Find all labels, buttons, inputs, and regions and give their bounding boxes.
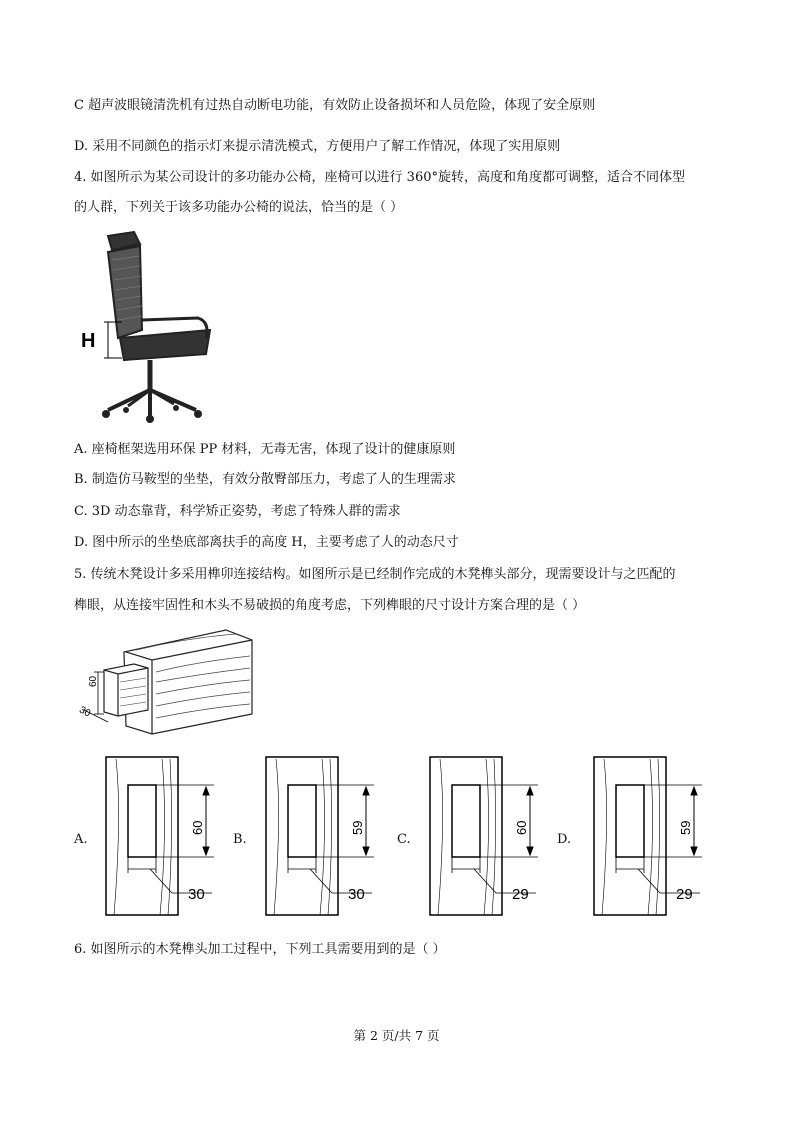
option-c-width: 29 xyxy=(512,886,529,903)
option-d-height: 59 xyxy=(678,820,693,835)
option-a-width: 30 xyxy=(188,886,205,903)
mortise-option-a xyxy=(100,755,220,920)
option-a-height: 60 xyxy=(190,820,205,835)
question-4-option-a: A. 座椅框架选用环保 PP 材料，无毒无害，体现了设计的健康原则 xyxy=(74,442,456,457)
option-d-width: 29 xyxy=(676,886,693,903)
option-b-label: B. xyxy=(233,832,247,847)
tenon-height-label: 60 xyxy=(88,675,99,687)
option-b-height: 59 xyxy=(350,820,365,835)
mortise-option-d xyxy=(588,755,708,920)
option-c-text-q3: C 超声波眼镜清洗机有过热自动断电功能，有效防止设备损坏和人员危险，体现了安全原则 xyxy=(74,98,596,113)
option-c-height: 60 xyxy=(514,820,529,835)
question-4-stem-line2: 的人群，下列关于该多功能办公椅的说法，恰当的是（ ） xyxy=(74,200,404,215)
question-5-stem-line1: 5. 传统木凳设计多采用榫卯连接结构。如图所示是已经制作完成的木凳榫头部分，现需要设计与之匹配的 xyxy=(74,567,676,582)
option-b-width: 30 xyxy=(348,886,365,903)
question-4-option-c: C. 3D 动态靠背，科学矫正姿势，考虑了特殊人群的需求 xyxy=(74,504,401,519)
chair-h-label: H xyxy=(81,330,96,352)
office-chair-figure xyxy=(78,230,218,425)
question-4-stem-line1: 4. 如图所示为某公司设计的多功能办公椅，座椅可以进行 360°旋转，高度和角度都可调整，适合不同体型 xyxy=(74,170,685,185)
mortise-option-c xyxy=(424,755,544,920)
question-5-stem-line2: 榫眼，从连接牢固性和木头不易破损的角度考虑，下列榫眼的尺寸设计方案合理的是（ ） xyxy=(74,598,586,613)
mortise-option-b xyxy=(260,755,380,920)
wood-tenon-figure xyxy=(76,622,256,742)
option-c-label: C. xyxy=(397,832,411,847)
question-4-option-d: D. 图中所示的坐垫底部离扶手的高度 H，主要考虑了人的动态尺寸 xyxy=(74,535,459,550)
option-a-label: A. xyxy=(74,832,88,847)
page-footer: 第 2 页/共 7 页 xyxy=(353,1028,440,1043)
option-d-text-q3: D. 采用不同颜色的指示灯来提示清洗模式，方便用户了解工作情况，体现了实用原则 xyxy=(74,139,561,154)
question-4-option-b: B. 制造仿马鞍型的坐垫，有效分散臀部压力，考虑了人的生理需求 xyxy=(74,472,456,487)
question-6-stem: 6. 如图所示的木凳榫头加工过程中，下列工具需要用到的是（ ） xyxy=(74,942,446,957)
option-d-label: D. xyxy=(557,832,572,847)
tenon-width-label: 30 xyxy=(77,704,93,720)
